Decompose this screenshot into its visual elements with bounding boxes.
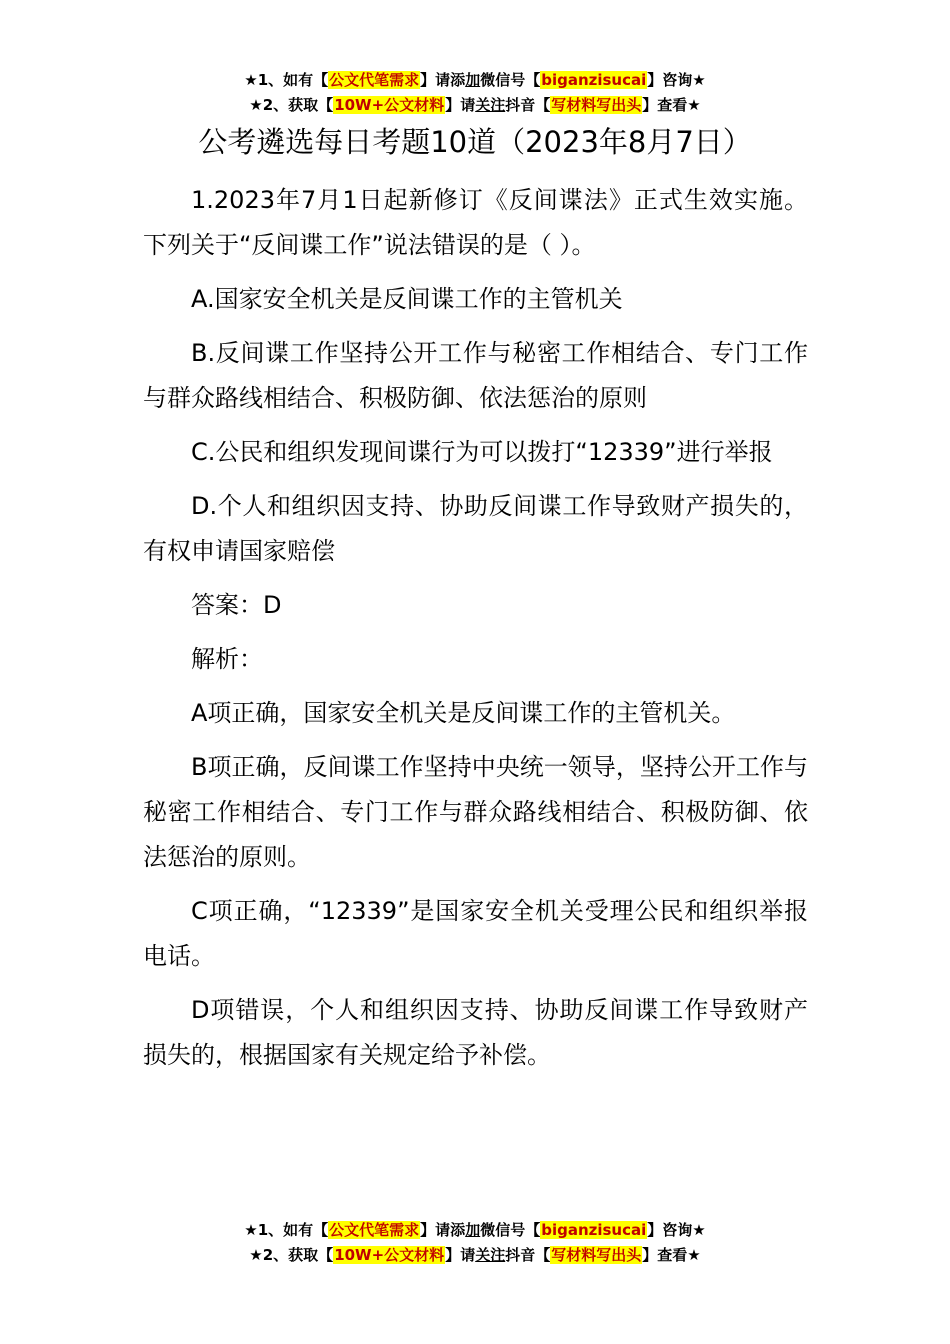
highlight-wechat-id: biganzisucai [541, 1221, 647, 1239]
page-title: 公考遴选每日考题10道（2023年8月7日） [198, 125, 752, 159]
highlight-materials: 10W+公文材料 [334, 1246, 445, 1264]
option-a: A.国家安全机关是反间谍工作的主管机关 [191, 285, 623, 313]
highlight-service: 公文代笔需求 [329, 71, 420, 89]
footer-banner [0, 1218, 950, 1268]
banner-text: 微信号【 [480, 1221, 541, 1239]
analysis-a: A项正确，国家安全机关是反间谍工作的主管机关。 [191, 699, 736, 727]
banner-text: 】咨询★ [647, 71, 706, 89]
star-icon: ★ [244, 1221, 258, 1239]
banner-line-1 [0, 68, 950, 93]
banner-text: 】请 [445, 96, 476, 114]
highlight-service: 公文代笔需求 [329, 1221, 420, 1239]
banner-text-underlined: 关注 [475, 1246, 506, 1264]
analysis-label: 解析： [191, 645, 263, 673]
highlight-douyin: 写材料写出头 [551, 96, 642, 114]
question-stem: 1.2023年7月1日起新修订《反间谍法》正式生效实施。下列关于“反间谍工作”说法错误的是（ ）。 [143, 186, 808, 259]
banner-text: 2、获取【 [262, 96, 334, 114]
banner-text: 微信号【 [480, 71, 541, 89]
banner-text: 2、获取【 [262, 1246, 334, 1264]
answer: 答案：D [191, 591, 282, 619]
banner-text: 抖音【 [505, 96, 551, 114]
highlight-materials: 10W+公文材料 [334, 96, 445, 114]
banner-text: 】咨询★ [647, 1221, 706, 1239]
highlight-wechat-id: biganzisucai [541, 71, 647, 89]
banner-text: 】查看★ [642, 1246, 701, 1264]
option-d: D.个人和组织因支持、协助反间谍工作导致财产损失的，有权申请国家赔偿 [143, 492, 808, 565]
banner-text-underlined: 加 [465, 71, 481, 89]
analysis-c: C项正确，“12339”是国家安全机关受理公民和组织举报电话。 [143, 897, 808, 970]
banner-text-underlined: 关注 [475, 96, 506, 114]
banner-text-underlined: 加 [465, 1221, 481, 1239]
header-banner [0, 68, 950, 118]
banner-text: 】请添 [420, 71, 466, 89]
banner-line-1 [0, 1218, 950, 1243]
banner-text: 1、如有【 [257, 1221, 329, 1239]
banner-text: 抖音【 [505, 1246, 551, 1264]
question-body [143, 178, 808, 1087]
option-b: B.反间谍工作坚持公开工作与秘密工作相结合、专门工作与群众路线相结合、积极防御、依法惩治的原则 [143, 339, 808, 412]
banner-text: 】请 [445, 1246, 476, 1264]
star-icon: ★ [249, 96, 263, 114]
banner-line-2 [0, 1243, 950, 1268]
banner-text: 】请添 [420, 1221, 466, 1239]
star-icon: ★ [249, 1246, 263, 1264]
analysis-b: B项正确，反间谍工作坚持中央统一领导，坚持公开工作与秘密工作相结合、专门工作与群众路线相结合、积极防御、依法惩治的原则。 [143, 753, 808, 871]
highlight-douyin: 写材料写出头 [551, 1246, 642, 1264]
option-c: C.公民和组织发现间谍行为可以拨打“12339”进行举报 [191, 438, 773, 466]
banner-text: 】查看★ [642, 96, 701, 114]
analysis-d: D项错误，个人和组织因支持、协助反间谍工作导致财产损失的，根据国家有关规定给予补偿。 [143, 996, 808, 1069]
star-icon: ★ [244, 71, 258, 89]
banner-line-2 [0, 93, 950, 118]
banner-text: 1、如有【 [257, 71, 329, 89]
